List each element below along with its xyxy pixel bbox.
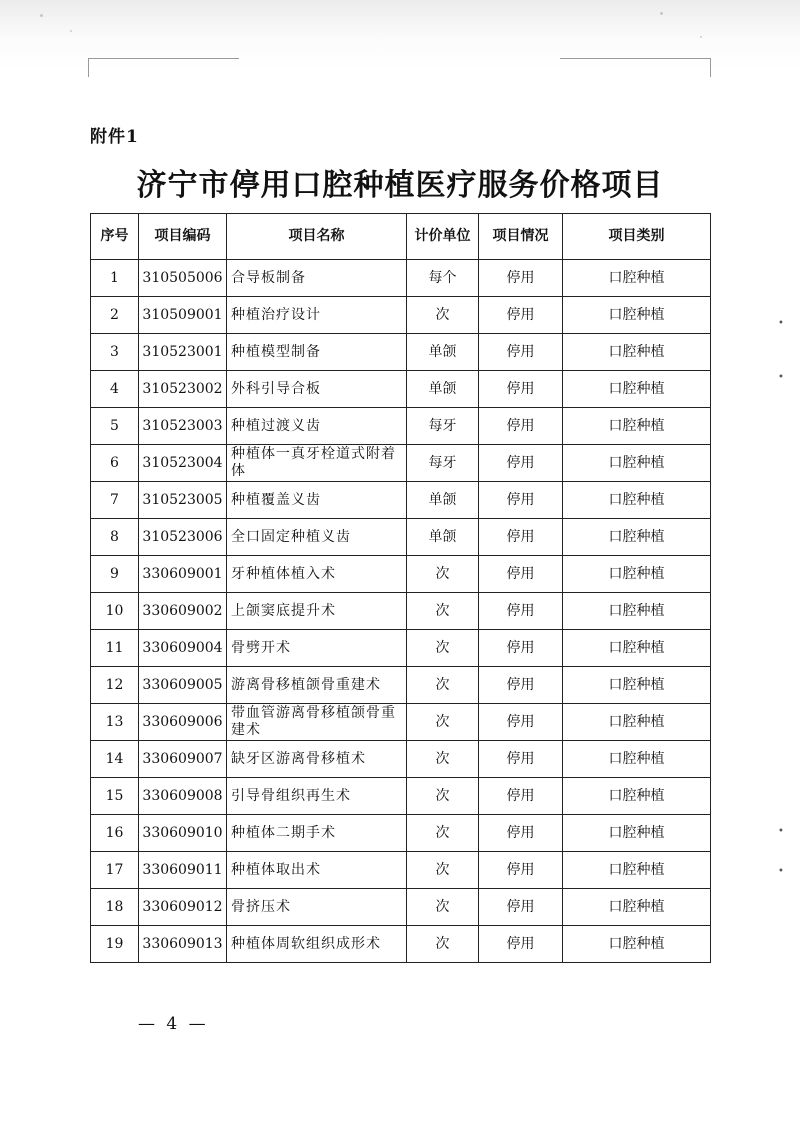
cell-item-name: 游离骨移植颌骨重建术: [227, 667, 407, 704]
cell-serial-number: 17: [91, 852, 139, 889]
scan-side-mark: •: [778, 866, 784, 877]
cell-pricing-unit: 每牙: [407, 408, 479, 445]
cell-pricing-unit: 次: [407, 704, 479, 741]
cell-item-status: 停用: [479, 926, 563, 963]
cell-pricing-unit: 单颌: [407, 334, 479, 371]
header-serial-number: 序号: [91, 214, 139, 260]
cell-item-category: 口腔种植: [563, 519, 711, 556]
cell-serial-number: 1: [91, 260, 139, 297]
table-row: [91, 408, 711, 445]
cell-item-category: 口腔种植: [563, 408, 711, 445]
cell-pricing-unit: 单颌: [407, 482, 479, 519]
cell-item-code: 330609011: [139, 852, 227, 889]
scan-corner-mark-left: [88, 58, 239, 77]
cell-item-status: 停用: [479, 889, 563, 926]
document-title: 济宁市停用口腔种植医疗服务价格项目: [136, 168, 664, 203]
table-row: [91, 926, 711, 963]
cell-item-status: 停用: [479, 371, 563, 408]
table-row: [91, 815, 711, 852]
cell-pricing-unit: 次: [407, 852, 479, 889]
cell-item-status: 停用: [479, 445, 563, 482]
cell-item-status: 停用: [479, 704, 563, 741]
table-row: [91, 260, 711, 297]
scan-speck: [700, 36, 702, 38]
cell-item-name: 缺牙区游离骨移植术: [227, 741, 407, 778]
header-item-category: 项目类别: [563, 214, 711, 260]
cell-pricing-unit: 次: [407, 556, 479, 593]
header-item-name: 项目名称: [227, 214, 407, 260]
cell-pricing-unit: 次: [407, 741, 479, 778]
cell-item-code: 330609013: [139, 926, 227, 963]
cell-item-category: 口腔种植: [563, 741, 711, 778]
cell-serial-number: 12: [91, 667, 139, 704]
cell-pricing-unit: 次: [407, 593, 479, 630]
cell-item-category: 口腔种植: [563, 889, 711, 926]
cell-serial-number: 10: [91, 593, 139, 630]
cell-pricing-unit: 次: [407, 630, 479, 667]
cell-pricing-unit: 次: [407, 889, 479, 926]
scan-side-mark: •: [778, 318, 784, 329]
cell-item-status: 停用: [479, 519, 563, 556]
table-row: [91, 667, 711, 704]
table-row: [91, 741, 711, 778]
cell-item-category: 口腔种植: [563, 852, 711, 889]
cell-pricing-unit: 单颌: [407, 371, 479, 408]
table-row: [91, 482, 711, 519]
cell-item-category: 口腔种植: [563, 778, 711, 815]
cell-item-status: 停用: [479, 852, 563, 889]
cell-item-name: 骨挤压术: [227, 889, 407, 926]
cell-item-category: 口腔种植: [563, 445, 711, 482]
cell-item-status: 停用: [479, 630, 563, 667]
header-item-code: 项目编码: [139, 214, 227, 260]
cell-serial-number: 11: [91, 630, 139, 667]
cell-item-name: 种植体周软组织成形术: [227, 926, 407, 963]
cell-serial-number: 5: [91, 408, 139, 445]
cell-item-category: 口腔种植: [563, 334, 711, 371]
cell-item-category: 口腔种植: [563, 297, 711, 334]
cell-item-name: 上颌窦底提升术: [227, 593, 407, 630]
table-row: [91, 704, 711, 741]
cell-item-status: 停用: [479, 667, 563, 704]
cell-serial-number: 6: [91, 445, 139, 482]
cell-item-name: 牙种植体植入术: [227, 556, 407, 593]
cell-item-code: 330609001: [139, 556, 227, 593]
cell-item-code: 330609002: [139, 593, 227, 630]
table-header-row: [91, 214, 711, 260]
cell-item-category: 口腔种植: [563, 593, 711, 630]
table-row: [91, 519, 711, 556]
scan-side-mark: •: [778, 372, 784, 383]
cell-item-code: 330609008: [139, 778, 227, 815]
cell-item-code: 330609005: [139, 667, 227, 704]
cell-item-name: 骨劈开术: [227, 630, 407, 667]
cell-item-category: 口腔种植: [563, 371, 711, 408]
cell-item-code: 330609004: [139, 630, 227, 667]
cell-serial-number: 18: [91, 889, 139, 926]
cell-item-status: 停用: [479, 778, 563, 815]
cell-item-name: 种植体一真牙栓道式附着体: [227, 445, 407, 482]
cell-item-code: 330609010: [139, 815, 227, 852]
table-row: [91, 371, 711, 408]
cell-item-category: 口腔种植: [563, 926, 711, 963]
table-row: [91, 445, 711, 482]
cell-item-name: 全口固定种植义齿: [227, 519, 407, 556]
cell-item-code: 310523006: [139, 519, 227, 556]
cell-pricing-unit: 每个: [407, 260, 479, 297]
scan-speck: [40, 14, 43, 17]
cell-serial-number: 2: [91, 297, 139, 334]
header-item-status: 项目情况: [479, 214, 563, 260]
cell-serial-number: 7: [91, 482, 139, 519]
cell-item-status: 停用: [479, 815, 563, 852]
scan-side-mark: •: [778, 826, 784, 837]
cell-pricing-unit: 次: [407, 926, 479, 963]
cell-item-name: 引导骨组织再生术: [227, 778, 407, 815]
cell-item-category: 口腔种植: [563, 630, 711, 667]
cell-serial-number: 8: [91, 519, 139, 556]
cell-item-name: 带血管游离骨移植颌骨重建术: [227, 704, 407, 741]
cell-item-code: 310523001: [139, 334, 227, 371]
cell-serial-number: 16: [91, 815, 139, 852]
cell-item-name: 外科引导合板: [227, 371, 407, 408]
scan-speck: [660, 12, 663, 15]
cell-item-status: 停用: [479, 408, 563, 445]
scan-speck: [70, 30, 72, 32]
cell-item-status: 停用: [479, 741, 563, 778]
cell-item-category: 口腔种植: [563, 667, 711, 704]
cell-pricing-unit: 次: [407, 667, 479, 704]
table-row: [91, 593, 711, 630]
cell-item-name: 种植模型制备: [227, 334, 407, 371]
attachment-label: 附件1: [90, 127, 139, 147]
cell-item-status: 停用: [479, 482, 563, 519]
table-row: [91, 852, 711, 889]
cell-item-status: 停用: [479, 297, 563, 334]
cell-item-code: 310509001: [139, 297, 227, 334]
page-number: — 4 —: [138, 1014, 209, 1034]
cell-item-category: 口腔种植: [563, 556, 711, 593]
table-row: [91, 778, 711, 815]
cell-item-code: 330609006: [139, 704, 227, 741]
cell-item-status: 停用: [479, 556, 563, 593]
cell-serial-number: 4: [91, 371, 139, 408]
header-pricing-unit: 计价单位: [407, 214, 479, 260]
cell-item-category: 口腔种植: [563, 482, 711, 519]
cell-pricing-unit: 次: [407, 297, 479, 334]
cell-pricing-unit: 次: [407, 815, 479, 852]
cell-item-code: 330609012: [139, 889, 227, 926]
cell-pricing-unit: 次: [407, 778, 479, 815]
cell-serial-number: 14: [91, 741, 139, 778]
cell-item-category: 口腔种植: [563, 704, 711, 741]
cell-item-status: 停用: [479, 260, 563, 297]
table-row: [91, 334, 711, 371]
cell-item-name: 种植体取出术: [227, 852, 407, 889]
cell-serial-number: 3: [91, 334, 139, 371]
table-row: [91, 297, 711, 334]
cell-item-code: 310523002: [139, 371, 227, 408]
cell-item-status: 停用: [479, 593, 563, 630]
scan-corner-mark-right: [560, 58, 711, 77]
cell-item-name: 种植治疗设计: [227, 297, 407, 334]
table-row: [91, 889, 711, 926]
cell-item-name: 种植体二期手术: [227, 815, 407, 852]
table-body: [91, 260, 711, 963]
cell-serial-number: 9: [91, 556, 139, 593]
cell-item-code: 310505006: [139, 260, 227, 297]
cell-pricing-unit: 每牙: [407, 445, 479, 482]
cell-serial-number: 13: [91, 704, 139, 741]
cell-item-name: 种植覆盖义齿: [227, 482, 407, 519]
price-items-table: [90, 213, 711, 963]
cell-item-category: 口腔种植: [563, 260, 711, 297]
cell-item-code: 310523005: [139, 482, 227, 519]
cell-item-code: 310523003: [139, 408, 227, 445]
cell-serial-number: 15: [91, 778, 139, 815]
cell-serial-number: 19: [91, 926, 139, 963]
cell-item-code: 310523004: [139, 445, 227, 482]
cell-item-name: 合导板制备: [227, 260, 407, 297]
cell-item-code: 330609007: [139, 741, 227, 778]
cell-pricing-unit: 单颌: [407, 519, 479, 556]
cell-item-status: 停用: [479, 334, 563, 371]
table-row: [91, 630, 711, 667]
table-row: [91, 556, 711, 593]
cell-item-name: 种植过渡义齿: [227, 408, 407, 445]
cell-item-category: 口腔种植: [563, 815, 711, 852]
